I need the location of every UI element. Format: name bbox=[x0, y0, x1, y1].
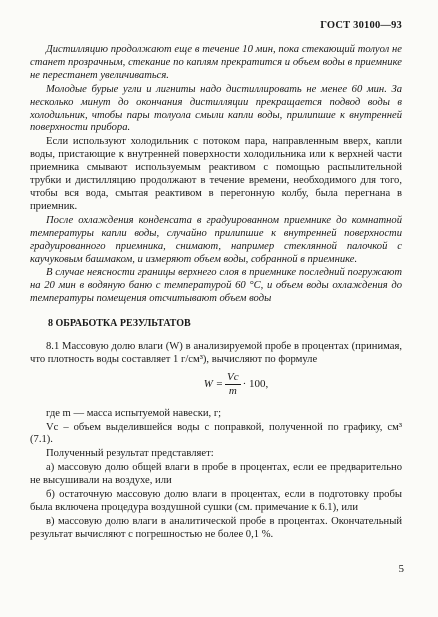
paragraph-brown-coal: Молодые бурые угли и лигниты надо дистиллировать не менее 60 мин. За несколько минут до окончания дистилляции прекращается подвод воды в холодильник, чтобы пары толуола смыли капли воды, прилипшие к внутренней поверхности прибора. bbox=[30, 83, 402, 134]
list-item-b: б) остаточную массовую долю влаги в процентах, если в подготовку пробы была включена процедура воздушной сушки (см. примечание к 6.1), или bbox=[30, 489, 402, 513]
paragraph-steam-condenser: Если используют холодильник с потоком пара, направленным вверх, капли воды, пристающие к внутренней поверхности холодильника или к верхней части приемника смывают используемым реактивом с помощью распылительной трубки и дистилляцию продолжают в течение времени, необходимого для того, чтобы вся вода, смытая реактивом в перегонную колбу, была перегнана в приемник. bbox=[30, 136, 402, 212]
formula-fraction bbox=[225, 371, 241, 398]
formula bbox=[70, 371, 402, 398]
paragraph-cooling-condensate: После охлаждения конденсата в градуированном приемнике до комнатной температуры капли воды, случайно прилипшие к внутренней поверхности градуированного приемника, снимают, например стеклянной палочкой с каучуковым башмаком, и измеряют объем воды, собранной в приемнике. bbox=[30, 214, 402, 265]
formula-lhs: W = bbox=[203, 377, 224, 390]
section-heading: 8 ОБРАБОТКА РЕЗУЛЬТАТОВ bbox=[48, 318, 191, 330]
list-item-c: в) массовую долю влаги в аналитической пробе в процентах. Окончательный результат вычисляют с погрешностью не более 0,1 %. bbox=[30, 515, 402, 540]
where-mass: где m — масса испытуемой навески, г; bbox=[46, 407, 222, 419]
formula-denominator: m bbox=[228, 384, 237, 397]
formula-numerator: Vc bbox=[227, 370, 239, 383]
paragraph-mass-fraction: 8.1 Массовую долю влаги (W) в анализируемой пробе в процентах (принимая, что плотность воды составляет 1 г/см³), вычисляют по формуле bbox=[30, 341, 402, 365]
formula-rhs: · 100, bbox=[242, 377, 269, 390]
document-body bbox=[30, 44, 402, 543]
paragraph-result: Полученный результат представляет: bbox=[46, 448, 214, 460]
paragraph-distillation-continue: Дистилляцию продолжают еще в течение 10 мин, пока стекающий толуол не станет прозрачным, стекание по каплям прекратится и объем воды в приемнике не перестанет увеличиваться. bbox=[30, 44, 402, 81]
list-item-a: а) массовую долю общей влаги в пробе в процентах, если ее предварительно не высушивали на воздухе, или bbox=[30, 462, 402, 487]
paragraph-unclear-boundary: В случае неясности границы верхнего слоя в приемнике последний погружают на 20 мин в водяную баню с температурой 60 °С, и объем воды охлаждения до температуры помещения отсчитывают объем воды bbox=[30, 267, 402, 305]
page-number: 5 bbox=[398, 563, 404, 575]
where-volume: Vc – объем выделившейся воды с поправкой, полученной по графику, см³ (7.1). bbox=[30, 421, 402, 446]
page-header: ГОСТ 30100—93 bbox=[320, 20, 402, 31]
